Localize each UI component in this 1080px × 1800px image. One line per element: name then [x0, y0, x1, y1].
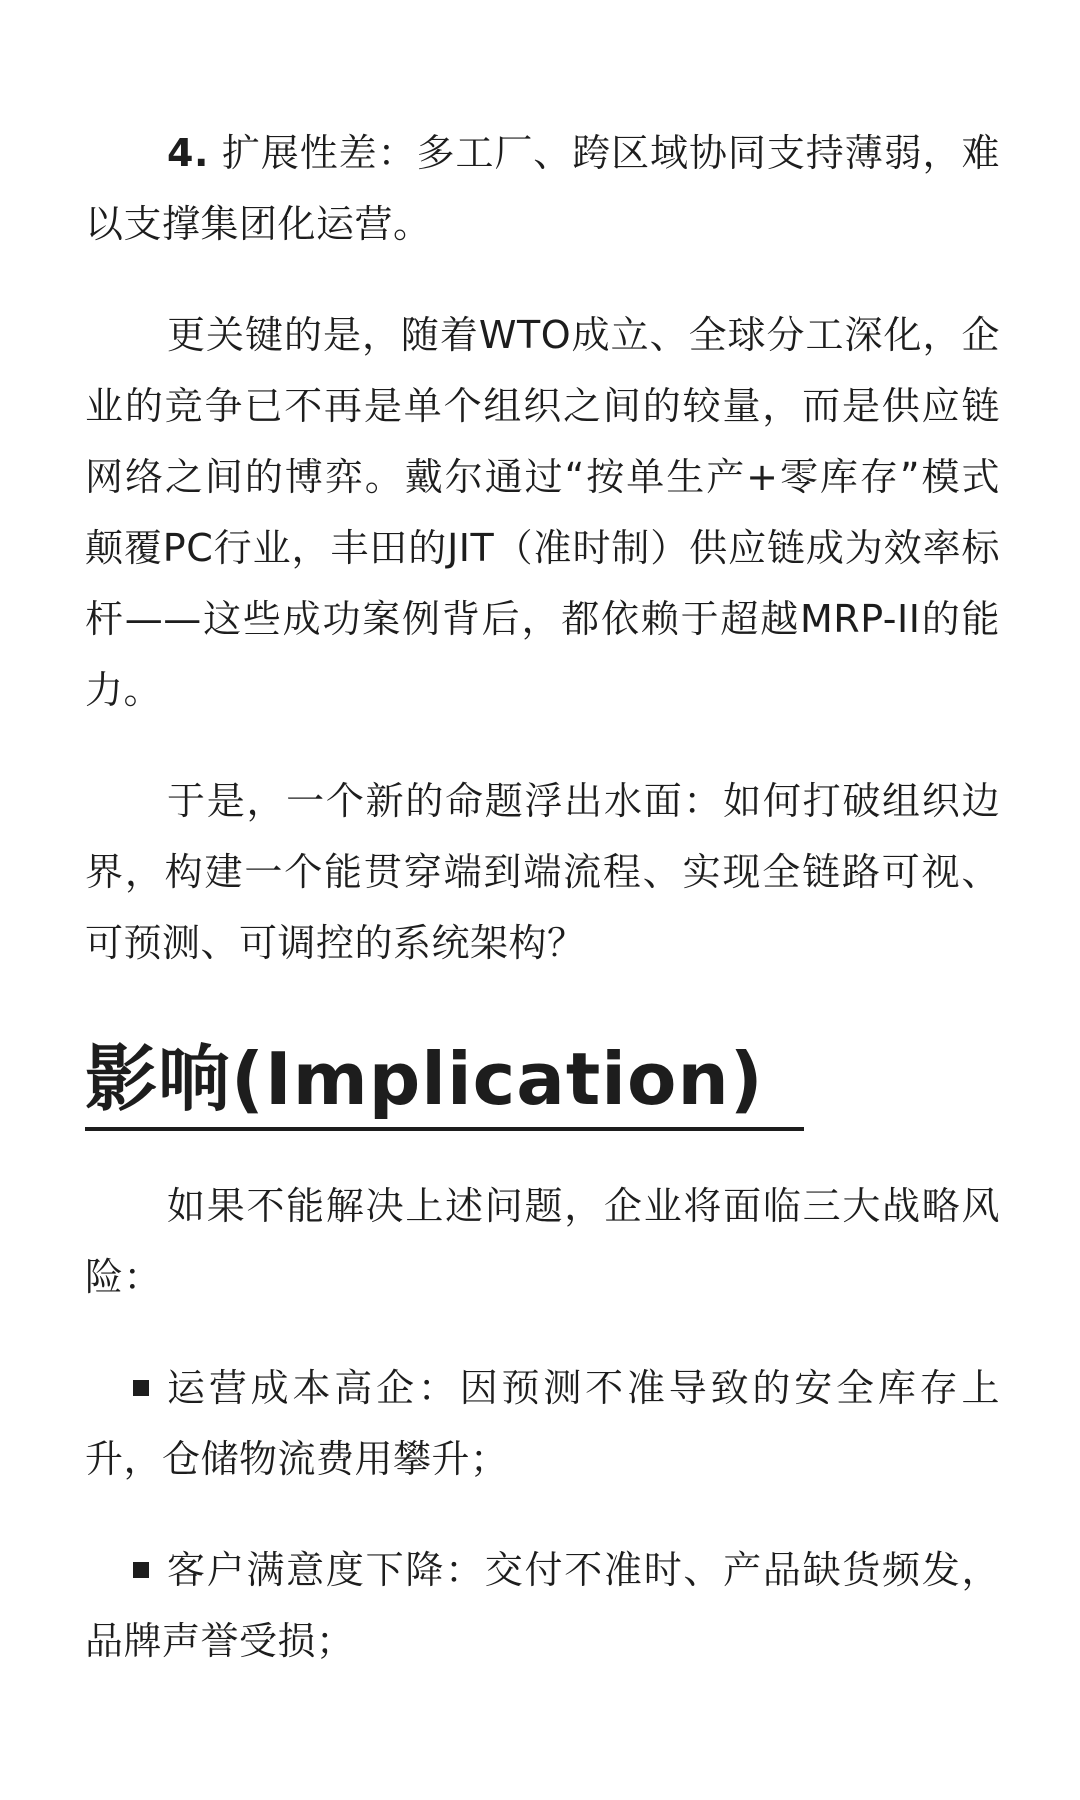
paragraph-strategic-risks-intro: 如果不能解决上述问题，企业将面临三大战略风险： [85, 1184, 1000, 1299]
list-item-text: 运营成本高企：因预测不准导致的安全库存上升，仓储物流费用攀升； [85, 1366, 1000, 1481]
item-number: 4. [167, 131, 209, 175]
square-bullet-icon [133, 1380, 149, 1396]
list-item [85, 1353, 1000, 1495]
article-content [85, 118, 1000, 1717]
paragraph-new-proposition: 于是，一个新的命题浮出水面：如何打破组织边界，构建一个能贯穿端到端流程、实现全链路可视、可预测、可调控的系统架构？ [85, 779, 1000, 965]
paragraph-supply-chain-competition: 更关键的是，随着WTO成立、全球分工深化，企业的竞争已不再是单个组织之间的较量，而是供应链网络之间的博弈。戴尔通过“按单生产+零库存”模式颠覆PC行业，丰田的JIT（准时制）供应链成为效率标杆——这些成功案例背后，都依赖于超越MRP-II的能力。 [85, 313, 1000, 712]
section-heading-wrapper [85, 1019, 1000, 1131]
paragraph-scalability [85, 118, 1000, 260]
list-item [85, 1535, 1000, 1677]
section-heading: 影响(Implication) [85, 1031, 804, 1131]
risk-list [85, 1353, 1000, 1677]
paragraph-text: 扩展性差：多工厂、跨区域协同支持薄弱，难以支撑集团化运营。 [85, 131, 1000, 246]
list-item-text: 客户满意度下降：交付不准时、产品缺货频发，品牌声誉受损； [85, 1548, 1000, 1663]
square-bullet-icon [133, 1562, 149, 1578]
